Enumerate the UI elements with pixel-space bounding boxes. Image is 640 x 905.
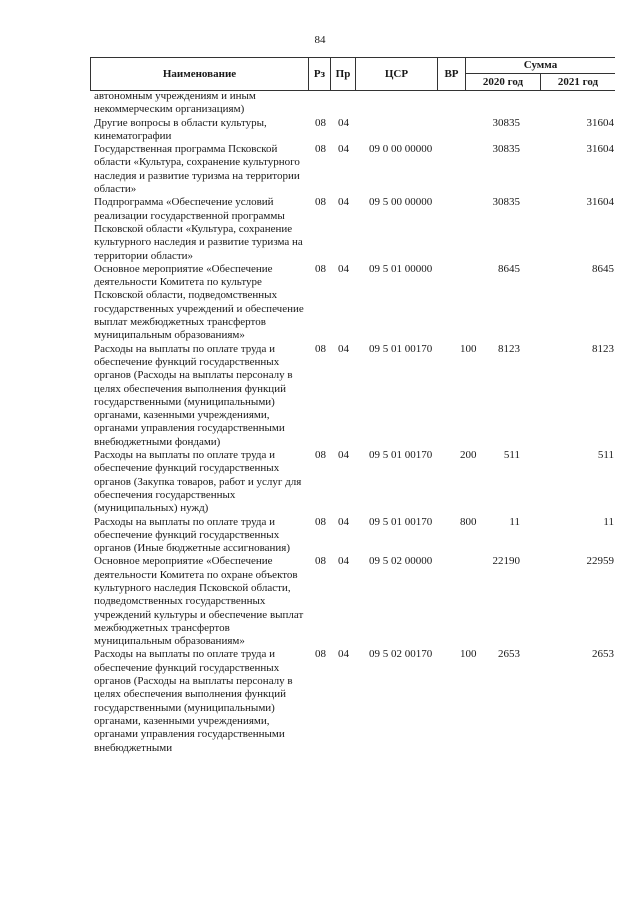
table-row	[94, 449, 614, 515]
row-pr: 04	[338, 648, 349, 661]
row-sum-2020: 2653	[498, 648, 520, 661]
row-sum-2020: 511	[503, 449, 520, 462]
row-sum-2020: 11	[509, 515, 520, 528]
header-sum	[466, 58, 615, 90]
row-sum-2021: 11	[603, 515, 614, 528]
row-name: автономным учреждениям и иным некоммерческим организациям)	[94, 90, 256, 116]
header-pr: Пр	[331, 58, 356, 90]
row-csr: 09 5 01 00170	[369, 449, 433, 462]
row-name: Расходы на выплаты по оплате труда и обеспечение функций государственных органов (Закупка товаров, работ и услуг для обеспечения государственных (муниципальных) нужд)	[94, 449, 302, 515]
row-name: Государственная программа Псковской области «Культура, сохранение культурного наследия и развитие туризма на территории области»	[94, 143, 300, 196]
header-csr: ЦСР	[356, 58, 438, 90]
row-rz: 08	[315, 449, 326, 462]
row-csr: 09 5 02 00170	[369, 648, 433, 661]
header-name: Наименование	[90, 58, 309, 90]
row-sum-2021: 511	[597, 449, 614, 462]
table-row	[94, 555, 614, 648]
row-sum-2021: 2653	[592, 648, 614, 661]
row-name: Расходы на выплаты по оплате труда и обеспечение функций государственных органов (Иные бюджетные ассигнования)	[94, 515, 291, 555]
row-rz: 08	[315, 143, 326, 156]
table-row	[94, 263, 614, 343]
row-pr: 04	[338, 196, 349, 209]
row-sum-2021: 31604	[586, 143, 614, 156]
row-sum-2020: 22190	[492, 555, 520, 568]
row-rz: 08	[315, 555, 326, 568]
table-row	[94, 90, 614, 117]
table-body	[94, 90, 614, 755]
row-csr: 09 5 02 00000	[369, 555, 433, 568]
row-pr: 04	[338, 449, 349, 462]
row-rz: 08	[315, 196, 326, 209]
header-vr: ВР	[438, 58, 466, 90]
row-name: Расходы на выплаты по оплате труда и обеспечение функций государственных органов (Расходы на выплаты персоналу в целях обеспечения выполнения функций государственными (муниципальными) органами, казенными учреждениями, органами управления государственными внебюджетными фондами)	[94, 342, 293, 448]
row-name: Основное мероприятие «Обеспечение деятельности Комитета по охране объектов культурного наследия Псковской области, подведомственных государственных учреждений культуры и обеспечение выплат межбюджетных трансфертов муниципальным образованиям»	[94, 555, 304, 648]
row-rz: 08	[315, 116, 326, 129]
row-csr: 09 5 01 00170	[369, 342, 433, 355]
row-pr: 04	[338, 515, 349, 528]
row-rz: 08	[315, 262, 326, 275]
row-sum-2021: 8645	[592, 262, 614, 275]
row-sum-2021: 31604	[586, 116, 614, 129]
row-vr: 100	[460, 648, 477, 661]
row-pr: 04	[338, 262, 349, 275]
table-row	[94, 516, 614, 556]
row-csr: 09 5 01 00170	[369, 515, 433, 528]
row-vr: 800	[460, 515, 477, 528]
row-sum-2020: 8645	[498, 262, 520, 275]
row-sum-2021: 31604	[586, 196, 614, 209]
table-row	[94, 648, 614, 754]
row-csr: 09 5 01 00000	[369, 262, 433, 275]
row-name: Основное мероприятие «Обеспечение деятельности Комитета по культуре Псковской области, подведомственных государственных учреждений и обеспечение выплат межбюджетных трансфертов муниципальным образованиям»	[94, 262, 304, 342]
row-csr: 09 0 00 00000	[369, 143, 433, 156]
row-name: Расходы на выплаты по оплате труда и обеспечение функций государственных органов (Расходы на выплаты персоналу в целях обеспечения выполнения функций государственными (муниципальными) органами, казенными учреждениями, органами управления государственными внебюджетными	[94, 648, 293, 754]
row-name: Подпрограмма «Обеспечение условий реализации государственной программы Псковской области «Культура, сохранение культурного наследия и развитие туризма на территории области»	[94, 196, 303, 262]
row-pr: 04	[338, 342, 349, 355]
row-pr: 04	[338, 555, 349, 568]
row-sum-2021: 8123	[592, 342, 614, 355]
row-csr: 09 5 00 00000	[369, 196, 433, 209]
row-sum-2020: 30835	[492, 116, 520, 129]
row-rz: 08	[315, 515, 326, 528]
table-header	[90, 57, 615, 91]
row-sum-2021: 22959	[586, 555, 614, 568]
row-vr: 200	[460, 449, 477, 462]
header-year-2020: 2020 год	[466, 74, 541, 90]
table-row	[94, 343, 614, 449]
row-sum-2020: 8123	[498, 342, 520, 355]
row-sum-2020: 30835	[492, 143, 520, 156]
header-year-2021: 2021 год	[557, 76, 599, 88]
table-row	[94, 196, 614, 262]
row-sum-2020: 30835	[492, 196, 520, 209]
row-rz: 08	[315, 342, 326, 355]
row-pr: 04	[338, 143, 349, 156]
header-sum-title: Сумма	[466, 58, 615, 74]
row-rz: 08	[315, 648, 326, 661]
row-vr: 100	[460, 342, 477, 355]
table-row	[94, 143, 614, 196]
row-pr: 04	[338, 116, 349, 129]
table-row	[94, 117, 614, 144]
page-number: 84	[314, 34, 326, 46]
header-rz: Рз	[309, 58, 331, 90]
row-name: Другие вопросы в области культуры, кинематографии	[94, 116, 267, 142]
